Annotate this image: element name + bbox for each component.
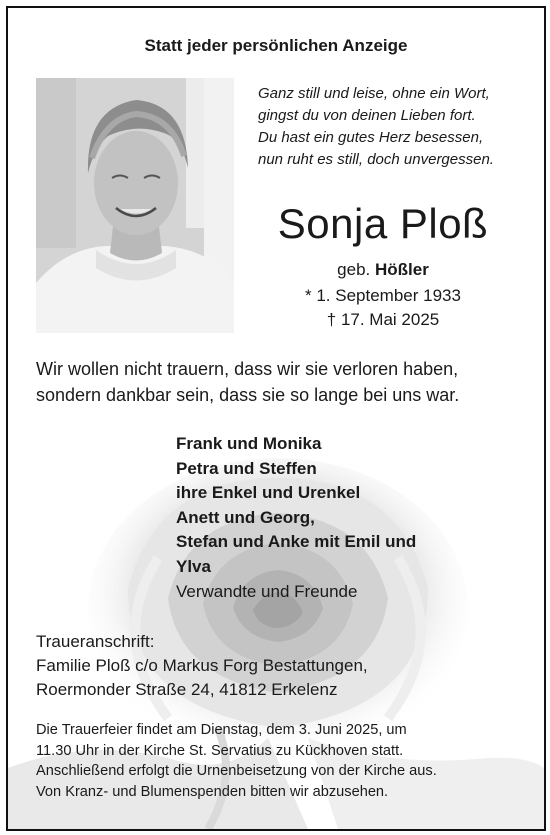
poem-line: Du hast ein gutes Herz besessen,	[258, 129, 484, 146]
birth-date: * 1. September 1933	[305, 286, 461, 305]
maiden-name-line	[248, 260, 518, 280]
funeral-notice	[36, 720, 536, 802]
mourner-line: ihre Enkel und Urenkel	[176, 483, 361, 503]
mourner-line: Anett und Georg,	[176, 507, 315, 527]
notice-line: 11.30 Uhr in der Kirche St. Servatius zu Kückhoven statt.	[36, 742, 404, 759]
address-line: Traueranschrift:	[36, 632, 155, 651]
mourner-line: Frank und Monika	[176, 434, 322, 453]
quote	[36, 356, 526, 408]
portrait-photo	[36, 78, 234, 333]
death-date: † 17. Mai 2025	[326, 310, 440, 329]
notice-line: Von Kranz- und Blumenspenden bitten wir abzusehen.	[36, 783, 389, 800]
notice-line: Die Trauerfeier findet am Dienstag, dem 3. Juni 2025, um	[36, 722, 407, 738]
poem-line: nun ruht es still, doch unvergessen.	[258, 151, 494, 168]
headline: Statt jeder persönlichen Anzeige	[144, 36, 408, 55]
obituary-frame	[6, 6, 546, 831]
relatives-line: Verwandte und Freunde	[176, 581, 358, 601]
maiden-prefix: geb.	[337, 260, 371, 279]
quote-line: Wir wollen nicht trauern, dass wir sie verloren haben,	[36, 359, 459, 379]
mourning-address	[36, 630, 526, 702]
maiden-name: Hößler	[374, 260, 429, 279]
poem	[258, 83, 528, 171]
address-line: Roermonder Straße 24, 41812 Erkelenz	[36, 680, 338, 699]
quote-line: sondern dankbar sein, dass sie so lange bei uns war.	[36, 385, 460, 405]
address-line: Familie Ploß c/o Markus Forg Bestattungen,	[36, 656, 368, 675]
mourner-line: Petra und Steffen	[176, 458, 317, 478]
poem-line: gingst du von deinen Lieben fort.	[258, 107, 476, 124]
notice-line: Anschließend erfolgt die Urnenbeisetzung von der Kirche aus.	[36, 763, 437, 779]
mourner-line: Ylva	[176, 556, 211, 576]
mourners-list	[176, 432, 516, 604]
mourner-line: Stefan und Anke mit Emil und	[176, 532, 417, 552]
deceased-name: Sonja Ploß	[277, 200, 489, 247]
poem-line: Ganz still und leise, ohne ein Wort,	[258, 85, 490, 102]
